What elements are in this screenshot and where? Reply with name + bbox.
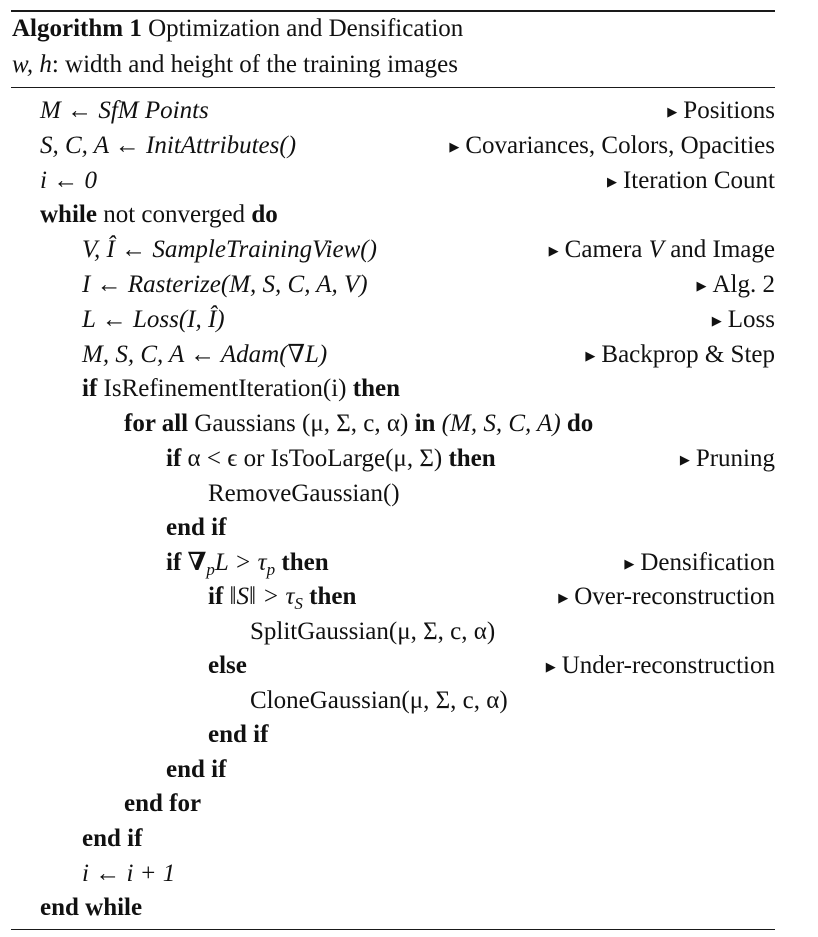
header-rule bbox=[11, 87, 775, 88]
input-vars: w, h bbox=[12, 51, 52, 78]
comment-3 bbox=[607, 164, 775, 198]
comment-text: Iteration Count bbox=[622, 167, 775, 194]
comment-8 bbox=[585, 338, 775, 372]
keyword-end-for: end for bbox=[124, 790, 202, 817]
keyword-end-if: end if bbox=[208, 721, 269, 748]
top-rule bbox=[11, 10, 775, 12]
triangle-right-icon: ▶ bbox=[696, 278, 707, 293]
keyword-then: then bbox=[352, 375, 400, 402]
algo-line-3 bbox=[40, 164, 97, 198]
keyword-then: then bbox=[309, 583, 357, 610]
algo-line-16 bbox=[250, 615, 495, 649]
comment-14 bbox=[624, 546, 775, 580]
line-text: I ← Rasterize(M, S, C, A, V) bbox=[82, 271, 368, 298]
algo-line-23 bbox=[82, 857, 175, 891]
line-text: SplitGaussian(μ, Σ, c, α) bbox=[250, 618, 496, 645]
line-text: IsRefinementIteration(i) bbox=[103, 375, 347, 402]
comment-17 bbox=[546, 649, 775, 683]
line-text: RemoveGaussian() bbox=[208, 480, 400, 507]
algorithm-label: Algorithm 1 bbox=[12, 15, 142, 42]
algo-line-20 bbox=[166, 753, 226, 787]
triangle-right-icon: ▶ bbox=[548, 243, 559, 258]
comment-text: Camera bbox=[564, 236, 643, 263]
triangle-right-icon: ▶ bbox=[449, 139, 460, 154]
bottom-rule bbox=[11, 929, 775, 930]
comment-text: Under-reconstruction bbox=[561, 652, 775, 679]
comment-text: Densification bbox=[640, 549, 775, 576]
keyword-then: then bbox=[448, 445, 496, 472]
comment-text: Alg. 2 bbox=[712, 271, 775, 298]
line-text: L > τ bbox=[214, 549, 267, 576]
algo-line-24 bbox=[40, 891, 142, 925]
keyword-if: if bbox=[166, 445, 182, 472]
algo-line-5 bbox=[82, 233, 377, 267]
comment-text: Over-reconstruction bbox=[574, 583, 775, 610]
keyword-if: if bbox=[208, 583, 224, 610]
comment-1 bbox=[667, 94, 775, 128]
line-text: S, C, A ← InitAttributes() bbox=[40, 132, 297, 159]
line-text: V, Î ← SampleTrainingView() bbox=[82, 236, 377, 263]
triangle-right-icon: ▶ bbox=[711, 313, 722, 328]
comment-6 bbox=[697, 268, 776, 302]
line-text: CloneGaussian(μ, Σ, c, α) bbox=[250, 687, 508, 714]
keyword-end-if: end if bbox=[166, 514, 227, 541]
comment-text: Pruning bbox=[695, 445, 775, 472]
comment-text: and Image bbox=[670, 236, 775, 263]
algo-line-12 bbox=[208, 477, 400, 511]
subscript: p bbox=[266, 560, 276, 579]
algo-line-19 bbox=[208, 718, 268, 752]
keyword-do: do bbox=[566, 410, 594, 437]
algo-line-22 bbox=[82, 822, 142, 856]
triangle-right-icon: ▶ bbox=[545, 659, 556, 674]
keyword-if: if bbox=[166, 549, 182, 576]
line-text: i ← 0 bbox=[40, 167, 97, 194]
line-text: α < ϵ or IsTooLarge(μ, Σ) bbox=[187, 445, 443, 472]
algo-line-18 bbox=[250, 684, 508, 718]
algo-line-8 bbox=[82, 338, 327, 372]
line-text: L ← Loss(I, Î) bbox=[82, 306, 225, 333]
subscript: p bbox=[206, 560, 215, 579]
comment-text: Loss bbox=[727, 306, 775, 333]
comment-2 bbox=[449, 129, 775, 163]
triangle-right-icon: ▶ bbox=[606, 174, 617, 189]
keyword-while: while bbox=[40, 201, 97, 228]
triangle-right-icon: ▶ bbox=[558, 590, 569, 605]
triangle-right-icon: ▶ bbox=[679, 452, 690, 467]
line-text: M ← SfM Points bbox=[40, 97, 209, 124]
comment-text: Positions bbox=[683, 97, 775, 124]
algo-line-11 bbox=[166, 442, 496, 476]
algorithm-title: Optimization and Densification bbox=[148, 15, 464, 42]
algo-line-2 bbox=[40, 129, 296, 163]
comment-5 bbox=[549, 233, 775, 267]
keyword-end-while: end while bbox=[40, 894, 143, 921]
comment-text: Backprop & Step bbox=[601, 341, 775, 368]
line-text: i ← i + 1 bbox=[82, 860, 176, 887]
keyword-end-if: end if bbox=[166, 756, 227, 783]
nabla-symbol: ∇ bbox=[187, 549, 207, 576]
keyword-else: else bbox=[208, 652, 247, 679]
algorithm-input bbox=[12, 50, 458, 80]
algo-line-17 bbox=[208, 649, 247, 683]
comment-text: Covariances, Colors, Opacities bbox=[465, 132, 775, 159]
line-text: ‖S‖ > τ bbox=[229, 583, 295, 610]
keyword-in: in bbox=[414, 410, 436, 437]
algo-line-7 bbox=[82, 303, 225, 337]
keyword-for-all: for all bbox=[124, 410, 189, 437]
input-desc: : width and height of the training images bbox=[51, 51, 458, 78]
keyword-do: do bbox=[251, 201, 278, 228]
subscript: S bbox=[294, 594, 303, 613]
algo-line-15 bbox=[208, 580, 356, 614]
keyword-end-if: end if bbox=[82, 825, 143, 852]
triangle-right-icon: ▶ bbox=[667, 104, 678, 119]
line-text: M, S, C, A ← Adam(∇L) bbox=[82, 341, 328, 368]
comment-7 bbox=[712, 303, 775, 337]
comment-var: V bbox=[648, 236, 664, 263]
algo-line-10 bbox=[124, 407, 593, 441]
algo-line-6 bbox=[82, 268, 368, 302]
algo-line-14 bbox=[166, 546, 329, 580]
algo-line-9 bbox=[82, 372, 400, 406]
algo-line-4 bbox=[40, 198, 278, 232]
algorithm-caption bbox=[12, 14, 463, 44]
triangle-right-icon: ▶ bbox=[624, 556, 635, 571]
algo-line-21 bbox=[124, 787, 201, 821]
line-text: (M, S, C, A) bbox=[441, 410, 561, 437]
algo-line-1 bbox=[40, 94, 209, 128]
line-text: Gaussians (μ, Σ, c, α) bbox=[194, 410, 409, 437]
keyword-then: then bbox=[281, 549, 329, 576]
comment-11 bbox=[680, 442, 775, 476]
keyword-if: if bbox=[82, 375, 98, 402]
line-text: not converged bbox=[103, 201, 246, 228]
comment-15 bbox=[558, 580, 775, 614]
triangle-right-icon: ▶ bbox=[585, 348, 596, 363]
algo-line-13 bbox=[166, 511, 226, 545]
